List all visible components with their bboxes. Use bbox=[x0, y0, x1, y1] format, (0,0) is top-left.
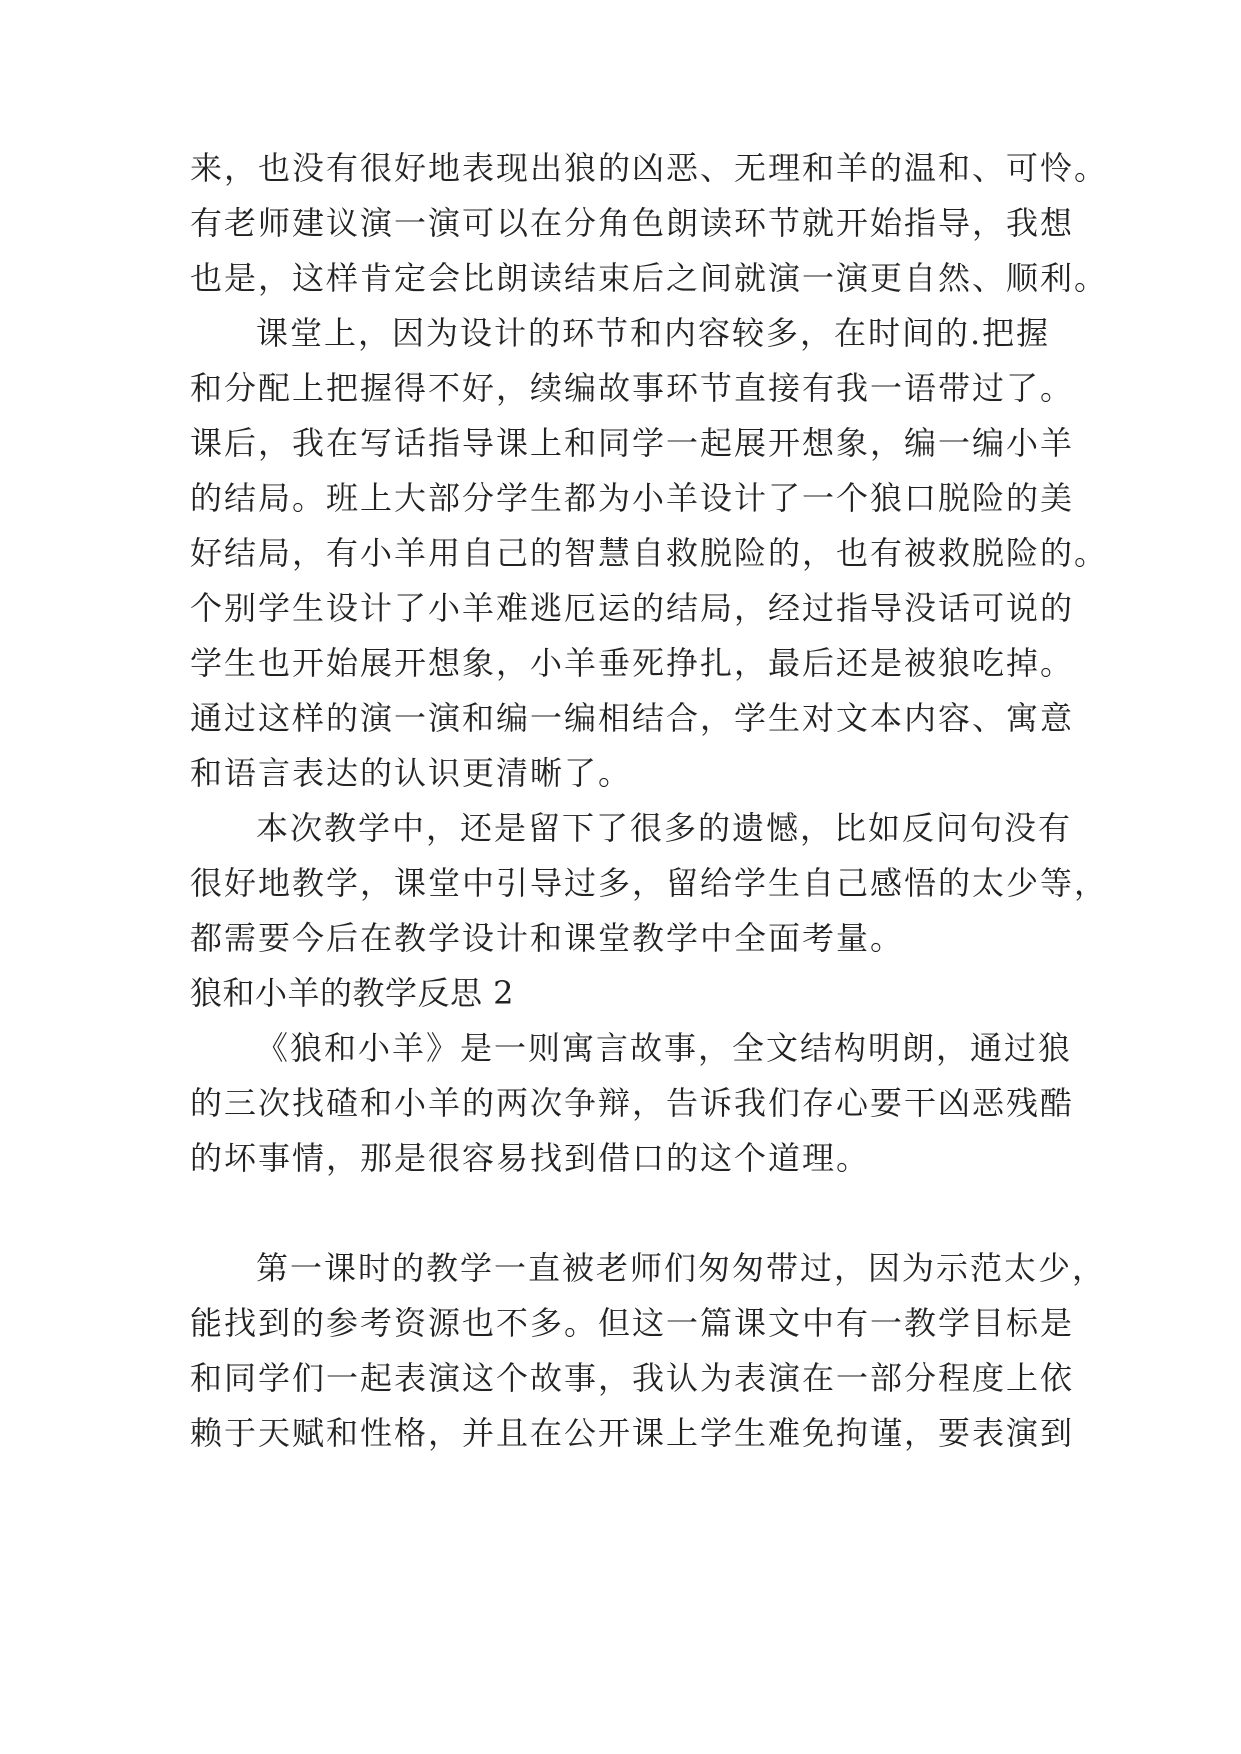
text-line: 的结局。班上大部分学生都为小羊设计了一个狼口脱险的美 bbox=[190, 479, 1075, 517]
text-line: 的坏事情，那是很容易找到借口的这个道理。 bbox=[190, 1139, 871, 1177]
text-line: 都需要今后在教学设计和课堂教学中全面考量。 bbox=[190, 919, 905, 957]
text-line: 也是，这样肯定会比朗读结束后之间就演一演更自然、顺利。 bbox=[190, 259, 1109, 297]
section-heading: 狼和小羊的教学反思 2 bbox=[190, 974, 515, 1012]
text-line: 很好地教学，课堂中引导过多，留给学生自己感悟的太少等， bbox=[190, 864, 1109, 902]
paragraph-start: 第一课时的教学一直被老师们匆匆带过，因为示范太少， bbox=[256, 1249, 1107, 1287]
text-line: 和分配上把握得不好，续编故事环节直接有我一语带过了。 bbox=[190, 369, 1075, 407]
text-line: 和同学们一起表演这个故事，我认为表演在一部分程度上依 bbox=[190, 1359, 1075, 1397]
paragraph-start: 《狼和小羊》是一则寓言故事，全文结构明朗，通过狼 bbox=[256, 1029, 1073, 1067]
text-line: 有老师建议演一演可以在分角色朗读环节就开始指导，我想 bbox=[190, 204, 1075, 242]
text-line: 学生也开始展开想象，小羊垂死挣扎，最后还是被狼吃掉。 bbox=[190, 644, 1075, 682]
text-line: 课后，我在写话指导课上和同学一起展开想象，编一编小羊 bbox=[190, 424, 1075, 462]
text-line: 个别学生设计了小羊难逃厄运的结局，经过指导没话可说的 bbox=[190, 589, 1075, 627]
text-line: 好结局，有小羊用自己的智慧自救脱险的，也有被救脱险的。 bbox=[190, 534, 1109, 572]
paragraph-start: 课堂上，因为设计的环节和内容较多，在时间的.把握 bbox=[256, 314, 1051, 352]
text-line: 赖于天赋和性格，并且在公开课上学生难免拘谨，要表演到 bbox=[190, 1414, 1075, 1452]
text-line: 来，也没有很好地表现出狼的凶恶、无理和羊的温和、可怜。 bbox=[190, 149, 1109, 187]
paragraph-start: 本次教学中，还是留下了很多的遗憾，比如反问句没有 bbox=[256, 809, 1073, 847]
text-line: 能找到的参考资源也不多。但这一篇课文中有一教学目标是 bbox=[190, 1304, 1075, 1342]
text-line: 通过这样的演一演和编一编相结合，学生对文本内容、寓意 bbox=[190, 699, 1075, 737]
text-line: 的三次找碴和小羊的两次争辩，告诉我们存心要干凶恶残酷 bbox=[190, 1084, 1075, 1122]
text-line: 和语言表达的认识更清晰了。 bbox=[190, 754, 633, 792]
